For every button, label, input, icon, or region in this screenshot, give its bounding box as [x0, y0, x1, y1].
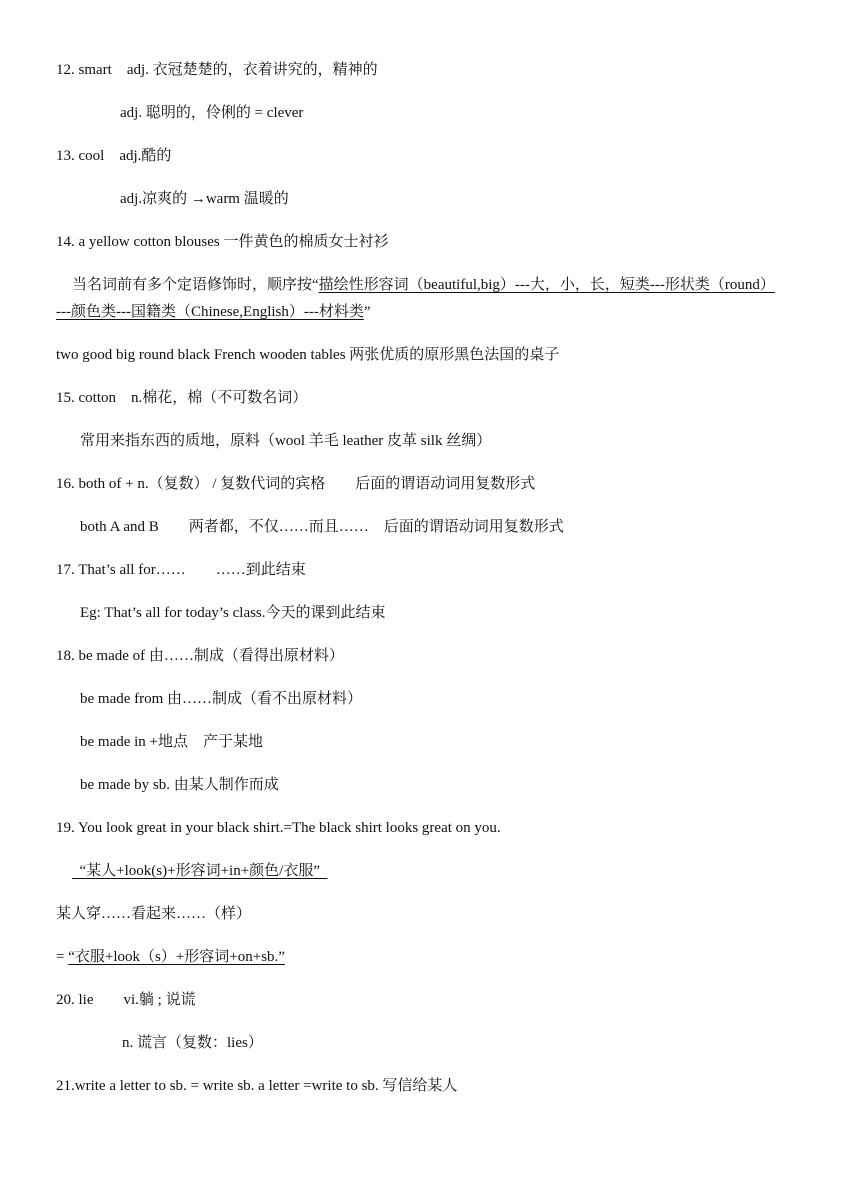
entry-14-note-line2	[56, 302, 371, 322]
entry-12-smart-sense1: 12. smart adj. 衣冠楚楚的，衣着讲究的，精神的	[56, 62, 378, 78]
entry-19-meaning: 某人穿……看起来……（样）	[56, 906, 252, 922]
entry-20-lie-verb: 20. lie vi.躺 ; 说谎	[56, 992, 196, 1008]
entry-16-both-and: both A and B 两者都，不仅……而且…… 后面的谓语动词用复数形式	[80, 519, 564, 535]
note-order-rule-part2: ---颜色类---国籍类（Chinese,English）---材料类	[56, 304, 364, 320]
note-suffix: ”	[363, 304, 371, 320]
entry-13-cool-sense1: 13. cool adj.酷的	[56, 148, 172, 164]
entry-13-cool-sense2: adj.凉爽的 →warm 温暖的	[120, 191, 289, 207]
entry-15-cotton: 15. cotton n.棉花，棉（不可数名词）	[56, 390, 308, 406]
entry-18-made-from: be made from 由……制成（看不出原材料）	[80, 691, 363, 707]
entry-20-lie-noun: n. 谎言（复数：lies）	[122, 1035, 263, 1051]
note-prefix: 当名词前有多个定语修饰时，顺序按“	[72, 277, 319, 293]
entry-21-write-letter: 21.write a letter to sb. = write sb. a letter =write to sb. 写信给某人	[56, 1078, 458, 1094]
entry-16-both-of: 16. both of + n.（复数） / 复数代词的宾格 后面的谓语动词用复数形式	[56, 476, 536, 492]
entry-19-equivalent-pattern: “衣服+look（s）+形容词+on+sb.”	[68, 949, 285, 965]
equals-sign: =	[56, 949, 69, 965]
entry-18-made-of: 18. be made of 由……制成（看得出原材料）	[56, 648, 344, 664]
entry-19-look-great: 19. You look great in your black shirt.=The black shirt looks great on you.	[56, 820, 501, 836]
entry-17-example: Eg: That’s all for today’s class.今天的课到此结束	[80, 605, 386, 621]
note-order-rule-part1: 描绘性形容词（beautiful,big）---大，小，长，短类---形状类（round）	[318, 277, 775, 293]
entry-19-pattern: “某人+look(s)+形容词+in+颜色/衣服”	[72, 863, 328, 879]
entry-14-note-line1	[72, 275, 775, 295]
entry-12-smart-sense2: adj. 聪明的，伶俐的 = clever	[120, 105, 304, 121]
entry-19-pattern-line	[72, 861, 327, 881]
entry-17-thats-all: 17. That’s all for…… ……到此结束	[56, 562, 306, 578]
entry-18-made-by: be made by sb. 由某人制作而成	[80, 777, 279, 793]
entry-14-blouses: 14. a yellow cotton blouses 一件黄色的棉质女士衬衫	[56, 234, 389, 250]
entry-15-note: 常用来指东西的质地，原料（wool 羊毛 leather 皮革 silk 丝绸）	[80, 433, 492, 449]
entry-14-example: two good big round black French wooden tables 两张优质的原形黑色法国的桌子	[56, 347, 560, 363]
entry-19-equivalent	[56, 947, 285, 967]
entry-18-made-in: be made in +地点 产于某地	[80, 734, 264, 750]
